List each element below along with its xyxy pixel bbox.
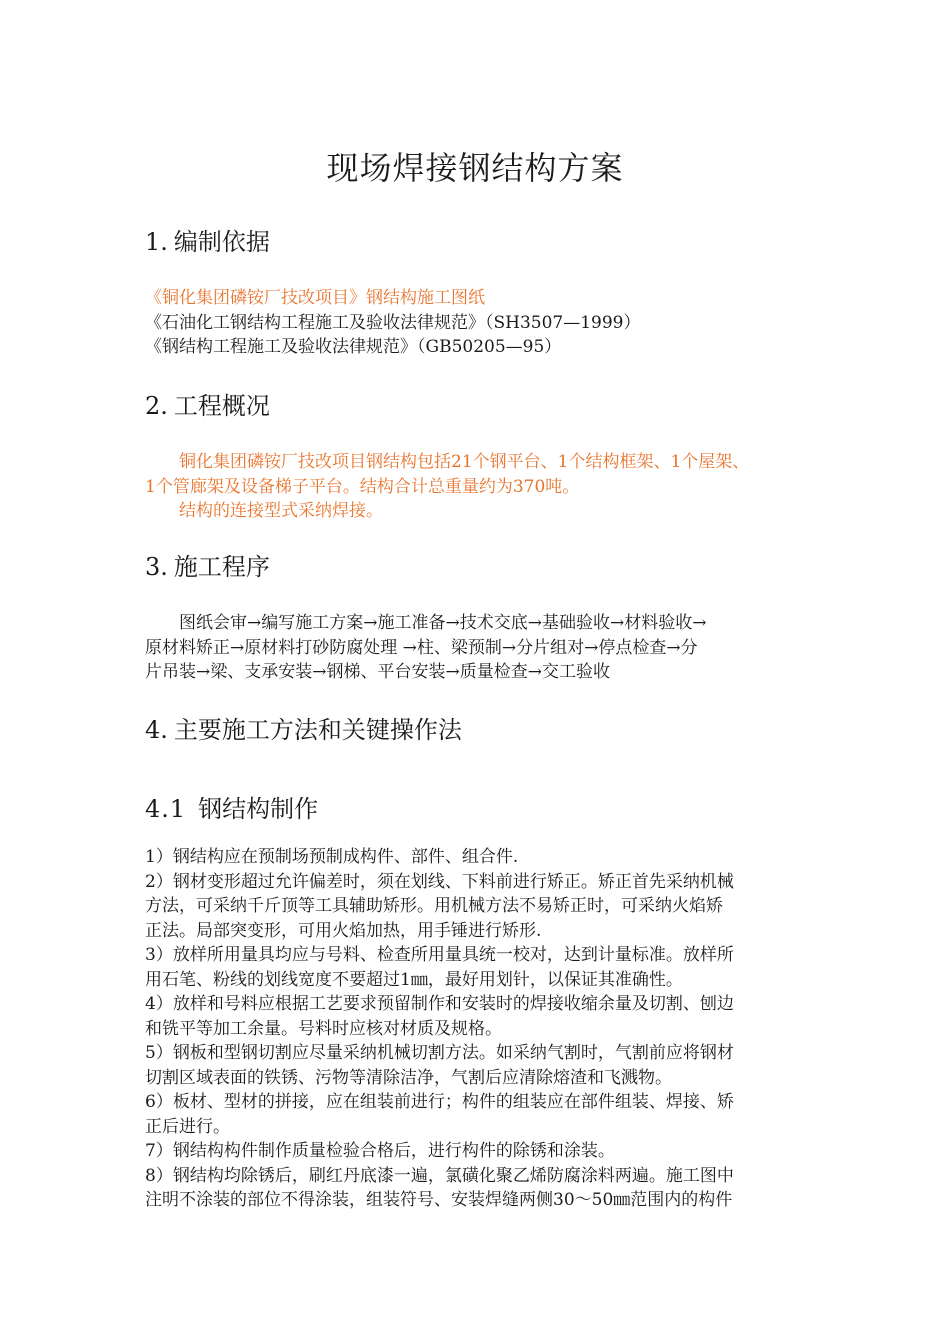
reference-item: 《石油化工钢结构工程施工及验收法律规范》（SH3507—1999）	[145, 312, 641, 333]
overview-paragraph	[145, 450, 817, 524]
section-title: 编制依据	[173, 228, 270, 256]
paragraph-line: 6）板材、型材的拼接，应在组装前进行；构件的组装应在部件组装、焊接、矫	[145, 1092, 734, 1112]
paragraph-line: 切割区域表面的铁锈、污物等清除洁净，气割后应清除熔渣和飞溅物。	[145, 1067, 672, 1088]
procedure-paragraph	[145, 611, 817, 685]
paragraph-line: 8）钢结构均除锈后，刷红丹底漆一遍，氯磺化聚乙烯防腐涂料两遍。施工图中	[145, 1165, 734, 1186]
paragraph-line: 正法。局部突变形，可用火焰加热，用手锤进行矫形.	[145, 920, 542, 941]
subsection-heading-4-1	[145, 793, 318, 825]
paragraph-line: 3）放样所用量具均应与号料、检查所用量具统一校对，达到计量标准。放样所	[145, 945, 734, 965]
section-title: 工程概况	[173, 392, 270, 420]
section-title: 钢结构制作	[198, 795, 319, 823]
section-number: 1.	[145, 228, 168, 256]
paragraph-line: 铜化集团磷铵厂技改项目钢结构包括21个钢平台、1个结构框架、1个屋架、	[179, 452, 750, 472]
section-title: 施工程序	[173, 553, 270, 581]
paragraph-line: 注明不涂装的部位不得涂装，组装符号、安装焊缝两侧30～50㎜范围内的构件	[145, 1190, 733, 1210]
page-title: 现场焊接钢结构方案	[326, 149, 624, 187]
paragraph-line: 用石笔、粉线的划线宽度不要超过1㎜，最好用划针，以保证其准确性。	[145, 969, 683, 990]
reference-item: 《铜化集团磷铵厂技改项目》钢结构施工图纸	[145, 288, 485, 308]
paragraph-line: 方法，可采纳千斤顶等工具辅助矫形。用机械方法不易矫正时，可采纳火焰矫	[145, 896, 723, 916]
section-heading-2	[145, 390, 270, 422]
section-number: 3.	[145, 553, 168, 581]
paragraph-line: 和铣平等加工余量。号料时应核对材质及规格。	[145, 1018, 502, 1039]
section-title: 主要施工方法和关键操作法	[173, 716, 462, 744]
paragraph-line: 7）钢结构构件制作质量检验合格后，进行构件的除锈和涂装。	[145, 1141, 615, 1161]
section-heading-4	[145, 714, 462, 746]
paragraph-line: 1）钢结构应在预制场预制成构件、部件、组合件.	[145, 847, 519, 867]
section-number: 4.	[145, 716, 168, 744]
section-number: 4.1	[145, 795, 187, 823]
section-heading-3	[145, 551, 270, 583]
paragraph-line: 片吊装→梁、支承安装→钢梯、平台安装→质量检查→交工验收	[145, 662, 610, 682]
paragraph-line: 原材料矫正→原材料打砂防腐处理 →柱、梁预制→分片组对→停点检查→分	[145, 637, 698, 658]
paragraph-line: 5）钢板和型钢切割应尽量采纳机械切割方法。如采纳气割时，气割前应将钢材	[145, 1043, 734, 1063]
paragraph-line: 正后进行。	[145, 1116, 230, 1137]
reference-list	[145, 286, 817, 360]
fabrication-list	[145, 845, 817, 1213]
paragraph-line: 图纸会审→编写施工方案→施工准备→技术交底→基础验收→材料验收→	[179, 613, 707, 633]
paragraph-line: 1个管廊架及设备梯子平台。结构合计总重量约为370吨。	[145, 476, 580, 497]
reference-item: 《钢结构工程施工及验收法律规范》（GB50205—95）	[145, 337, 562, 357]
section-number: 2.	[145, 392, 168, 420]
paragraph-line: 4）放样和号料应根据工艺要求预留制作和安装时的焊接收缩余量及切割、刨边	[145, 994, 734, 1014]
section-heading-1	[145, 226, 270, 258]
paragraph-line: 结构的连接型式采纳焊接。	[179, 501, 383, 521]
paragraph-line: 2）钢材变形超过允许偏差时，须在划线、下料前进行矫正。矫正首先采纳机械	[145, 871, 734, 892]
